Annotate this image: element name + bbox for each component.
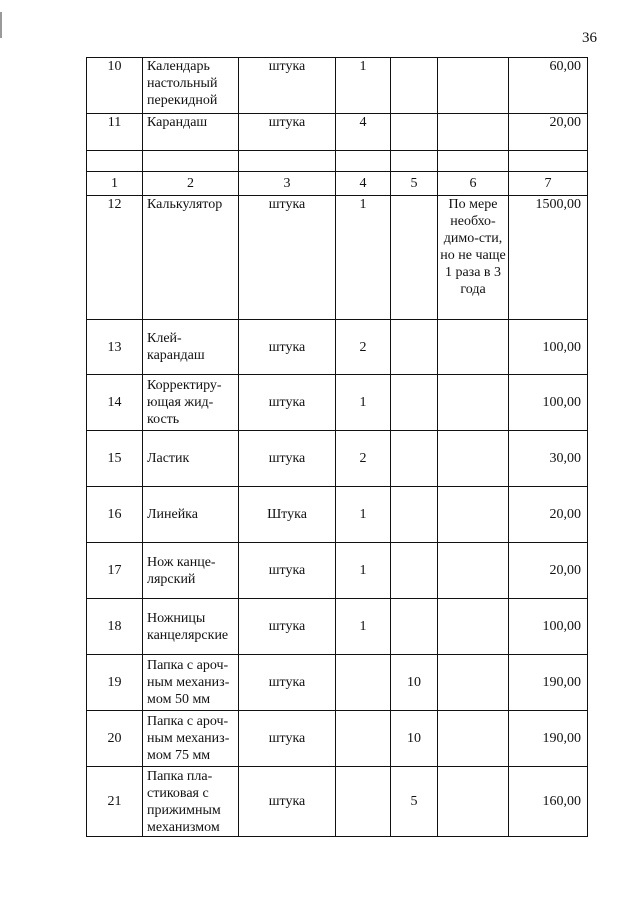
- item-quantity: 1: [336, 58, 391, 114]
- item-price: 20,00: [509, 487, 588, 543]
- row-number: 19: [87, 655, 143, 711]
- item-name: Корректиру-ющая жид-кость: [143, 375, 239, 431]
- item-price: 30,00: [509, 431, 588, 487]
- item-price: 60,00: [509, 58, 588, 114]
- table-row: [87, 58, 588, 114]
- item-note: По мере необхо-димо-сти, но не чаще 1 раза в 3 года: [438, 196, 509, 320]
- item-unit: штука: [239, 655, 336, 711]
- item-note: [438, 375, 509, 431]
- item-price: 160,00: [509, 767, 588, 837]
- item-note: [438, 431, 509, 487]
- item-price: 1500,00: [509, 196, 588, 320]
- item-name: Папка пла-стиковая с прижимным механизмом: [143, 767, 239, 837]
- item-unit: штука: [239, 599, 336, 655]
- item-quantity-alt: [391, 320, 438, 375]
- column-number: 6: [438, 172, 509, 196]
- table-row: [87, 487, 588, 543]
- page-number: 36: [582, 30, 597, 46]
- item-price: 190,00: [509, 711, 588, 767]
- row-number: 20: [87, 711, 143, 767]
- column-number: 4: [336, 172, 391, 196]
- table-row: [87, 711, 588, 767]
- item-quantity-alt: 10: [391, 711, 438, 767]
- table-row: [87, 320, 588, 375]
- item-note: [438, 114, 509, 151]
- item-quantity-alt: [391, 431, 438, 487]
- item-note: [438, 655, 509, 711]
- row-number: 18: [87, 599, 143, 655]
- item-quantity-alt: 5: [391, 767, 438, 837]
- column-number: 7: [509, 172, 588, 196]
- item-unit: штука: [239, 196, 336, 320]
- item-note: [438, 320, 509, 375]
- blank-row: [87, 151, 588, 172]
- column-number-row: [87, 172, 588, 196]
- table-row: [87, 196, 588, 320]
- table-row: [87, 767, 588, 837]
- column-number: 5: [391, 172, 438, 196]
- column-number: 1: [87, 172, 143, 196]
- item-quantity: [336, 767, 391, 837]
- item-name: Ластик: [143, 431, 239, 487]
- item-quantity-alt: [391, 375, 438, 431]
- item-name: Календарь настольный перекидной: [143, 58, 239, 114]
- item-unit: штука: [239, 114, 336, 151]
- row-number: 13: [87, 320, 143, 375]
- item-note: [438, 58, 509, 114]
- item-quantity-alt: [391, 487, 438, 543]
- item-name: Нож канце-лярский: [143, 543, 239, 599]
- item-quantity: 4: [336, 114, 391, 151]
- item-quantity: 1: [336, 196, 391, 320]
- item-unit: штука: [239, 58, 336, 114]
- column-number: 3: [239, 172, 336, 196]
- item-quantity-alt: [391, 599, 438, 655]
- item-price: 100,00: [509, 320, 588, 375]
- supplies-table: [86, 57, 588, 837]
- item-unit: штука: [239, 543, 336, 599]
- item-quantity: 2: [336, 320, 391, 375]
- item-quantity: 2: [336, 431, 391, 487]
- row-number: 12: [87, 196, 143, 320]
- item-price: 100,00: [509, 375, 588, 431]
- item-quantity: [336, 655, 391, 711]
- item-quantity: 1: [336, 375, 391, 431]
- main-rows: [87, 172, 588, 837]
- item-price: 100,00: [509, 599, 588, 655]
- item-unit: штука: [239, 320, 336, 375]
- item-unit: штука: [239, 431, 336, 487]
- item-price: 20,00: [509, 543, 588, 599]
- row-number: 21: [87, 767, 143, 837]
- item-name: Линейка: [143, 487, 239, 543]
- scan-margin-mark: [0, 12, 2, 38]
- item-name: Карандаш: [143, 114, 239, 151]
- item-note: [438, 767, 509, 837]
- row-number: 14: [87, 375, 143, 431]
- item-note: [438, 543, 509, 599]
- table-row: [87, 543, 588, 599]
- item-quantity-alt: [391, 58, 438, 114]
- item-quantity-alt: [391, 114, 438, 151]
- item-quantity: 1: [336, 543, 391, 599]
- item-name: Папка с ароч-ным механиз-мом 50 мм: [143, 655, 239, 711]
- column-number: 2: [143, 172, 239, 196]
- item-unit: Штука: [239, 487, 336, 543]
- table-row: [87, 114, 588, 151]
- item-unit: штука: [239, 375, 336, 431]
- item-quantity: 1: [336, 487, 391, 543]
- table-row: [87, 655, 588, 711]
- table-row: [87, 431, 588, 487]
- row-number: 10: [87, 58, 143, 114]
- item-name: Ножницы канцелярские: [143, 599, 239, 655]
- item-note: [438, 487, 509, 543]
- item-price: 190,00: [509, 655, 588, 711]
- item-quantity: 1: [336, 599, 391, 655]
- item-unit: штука: [239, 711, 336, 767]
- item-price: 20,00: [509, 114, 588, 151]
- row-number: 15: [87, 431, 143, 487]
- item-name: Клей-карандаш: [143, 320, 239, 375]
- table-row: [87, 375, 588, 431]
- table-row: [87, 599, 588, 655]
- item-quantity-alt: 10: [391, 655, 438, 711]
- continued-rows: [87, 58, 588, 172]
- item-quantity-alt: [391, 196, 438, 320]
- item-note: [438, 599, 509, 655]
- item-note: [438, 711, 509, 767]
- row-number: 11: [87, 114, 143, 151]
- item-quantity: [336, 711, 391, 767]
- item-unit: штука: [239, 767, 336, 837]
- item-name: Калькулятор: [143, 196, 239, 320]
- row-number: 17: [87, 543, 143, 599]
- item-quantity-alt: [391, 543, 438, 599]
- row-number: 16: [87, 487, 143, 543]
- item-name: Папка с ароч-ным механиз-мом 75 мм: [143, 711, 239, 767]
